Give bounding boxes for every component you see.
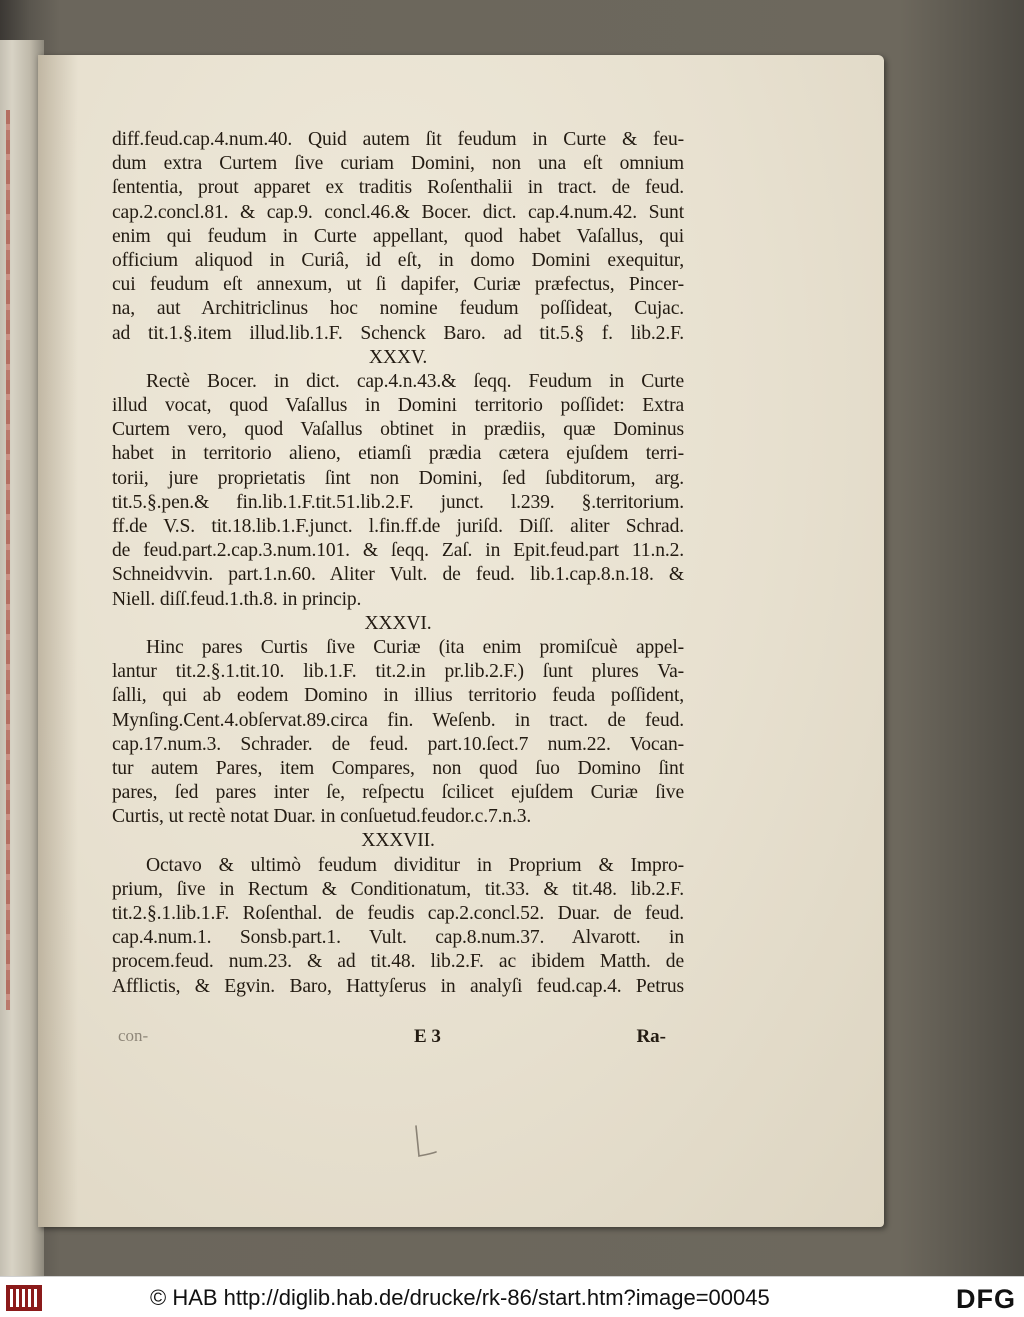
- text-line: Mynſing.Cent.4.obſervat.89.circa fin. Weſenb. in tract. de feud.: [112, 709, 684, 731]
- text-line: enim qui feudum in Curte appellant, quod habet Vaſallus, qui: [112, 225, 684, 247]
- dfg-logo: DFG: [956, 1284, 1016, 1314]
- source-link[interactable]: © HAB http://diglib.hab.de/drucke/rk-86/start.htm?image=00045: [150, 1285, 770, 1310]
- page-text: [112, 128, 684, 999]
- text-line: lantur tit.2.§.1.tit.10. lib.1.F. tit.2.in pr.lib.2.F.) ſunt plures Va-: [112, 661, 684, 683]
- text-line: ff.de V.S. tit.18.lib.1.F.junct. l.fin.ff.de juriſd. Diſſ. aliter Schrad.: [112, 516, 684, 537]
- text-line: cap.4.num.1. Sonsb.part.1. Vult. cap.8.num.37. Alvarott. in: [112, 927, 684, 949]
- viewer-bottom-bar: [0, 1276, 1024, 1317]
- text-line: cap.2.concl.81. & cap.9. concl.46.& Bocer. dict. cap.4.num.42. Sunt: [112, 201, 684, 223]
- section-heading: XXXVI.: [364, 612, 432, 634]
- text-line: officium aliquod in Curiâ, id eſt, in domo Domini exequitur,: [112, 249, 684, 271]
- text-line: Afflictis, & Egvin. Baro, Hattyſerus in analyſi feud.cap.4. Petrus: [112, 975, 684, 997]
- text-line: Hinc pares Curtis ſive Curiæ (ita enim promiſcuè appel-: [146, 636, 684, 658]
- text-line: prium, ſive in Rectum & Conditionatum, tit.33. & tit.48. lib.2.F.: [112, 878, 684, 900]
- text-line: cui feudum eſt annexum, ut ſi dapifer, Curiæ præfectus, Pincer-: [112, 274, 684, 296]
- section-heading: XXXV.: [368, 346, 428, 368]
- text-line: Octavo & ultimò feudum dividitur in Proprium & Impro-: [146, 854, 684, 876]
- red-edge-strip: [6, 110, 10, 1010]
- text-line: Curtem vero, quod Vaſallus obtinet in prædiis, quæ Dominus: [112, 419, 684, 441]
- bleed-through-text: con-: [118, 1026, 149, 1045]
- section-heading: XXXVII.: [361, 830, 435, 852]
- text-line: procem.feud. num.23. & ad tit.48. lib.2.F. ac ibidem Matth. de: [112, 951, 684, 973]
- text-line: Schneidvvin. part.1.n.60. Aliter Vult. de feud. lib.1.cap.8.n.18. &: [112, 564, 684, 586]
- text-line: Niell. diſſ.feud.1.th.8. in princip.: [112, 588, 362, 610]
- catchword: Ra-: [636, 1026, 666, 1047]
- text-line: tit.5.§.pen.& fin.lib.1.F.tit.51.lib.2.F. junct. l.239. §.territorium.: [112, 491, 684, 513]
- text-line: ad tit.1.§.item illud.lib.1.F. Schenck Baro. ad tit.5.§ f. lib.2.F.: [112, 322, 684, 344]
- text-line: na, aut Architriclinus hoc nomine feudum poſſideat, Cujac.: [112, 298, 684, 320]
- text-line: tur autem Pares, item Compares, non quod ſuo Domino ſint: [112, 757, 684, 779]
- pencil-annotation-icon: [408, 1122, 442, 1162]
- text-line: tit.2.§.1.lib.1.F. Roſenthal. de feudis cap.2.concl.52. Duar. de feud.: [112, 903, 684, 924]
- page-footer: [118, 1026, 666, 1052]
- text-line: Rectè Bocer. in dict. cap.4.n.43.& ſeqq. Feudum in Curte: [146, 370, 684, 392]
- text-line: habet in territorio alieno, etiamſi prædia cætera ejuſdem terri-: [112, 443, 684, 465]
- text-line: cap.17.num.3. Schrader. de feud. part.10.ſect.7 num.22. Vocan-: [112, 733, 684, 755]
- text-line: illud vocat, quod Vaſallus in Domini territorio poſſidet: Extra: [112, 395, 684, 417]
- hab-logo-icon: [6, 1285, 42, 1311]
- text-line: torii, jure proprietatis ſint non Domini, ſed ſubditorum, arg.: [112, 467, 684, 489]
- text-line: pares, ſed pares inter ſe, reſpectu ſcilicet ejuſdem Curiæ ſive: [112, 782, 684, 804]
- text-line: Curtis, ut rectè notat Duar. in conſuetud.feudor.c.7.n.3.: [112, 806, 532, 828]
- signature-mark: E 3: [414, 1026, 441, 1047]
- text-line: de feud.part.2.cap.3.num.101. & ſeqq. Zaſ. in Epit.feud.part 11.n.2.: [112, 540, 684, 562]
- text-line: diff.feud.cap.4.num.40. Quid autem ſit feudum in Curte & feu-: [112, 129, 684, 150]
- text-line: ſalli, qui ab eodem Domino in illius territorio feuda poſſident,: [112, 685, 684, 707]
- text-line: dum extra Curtem ſive curiam Domini, non una eſt omnium: [112, 153, 684, 175]
- text-line: ſententia, prout apparet ex traditis Roſenthalii in tract. de feud.: [112, 177, 684, 199]
